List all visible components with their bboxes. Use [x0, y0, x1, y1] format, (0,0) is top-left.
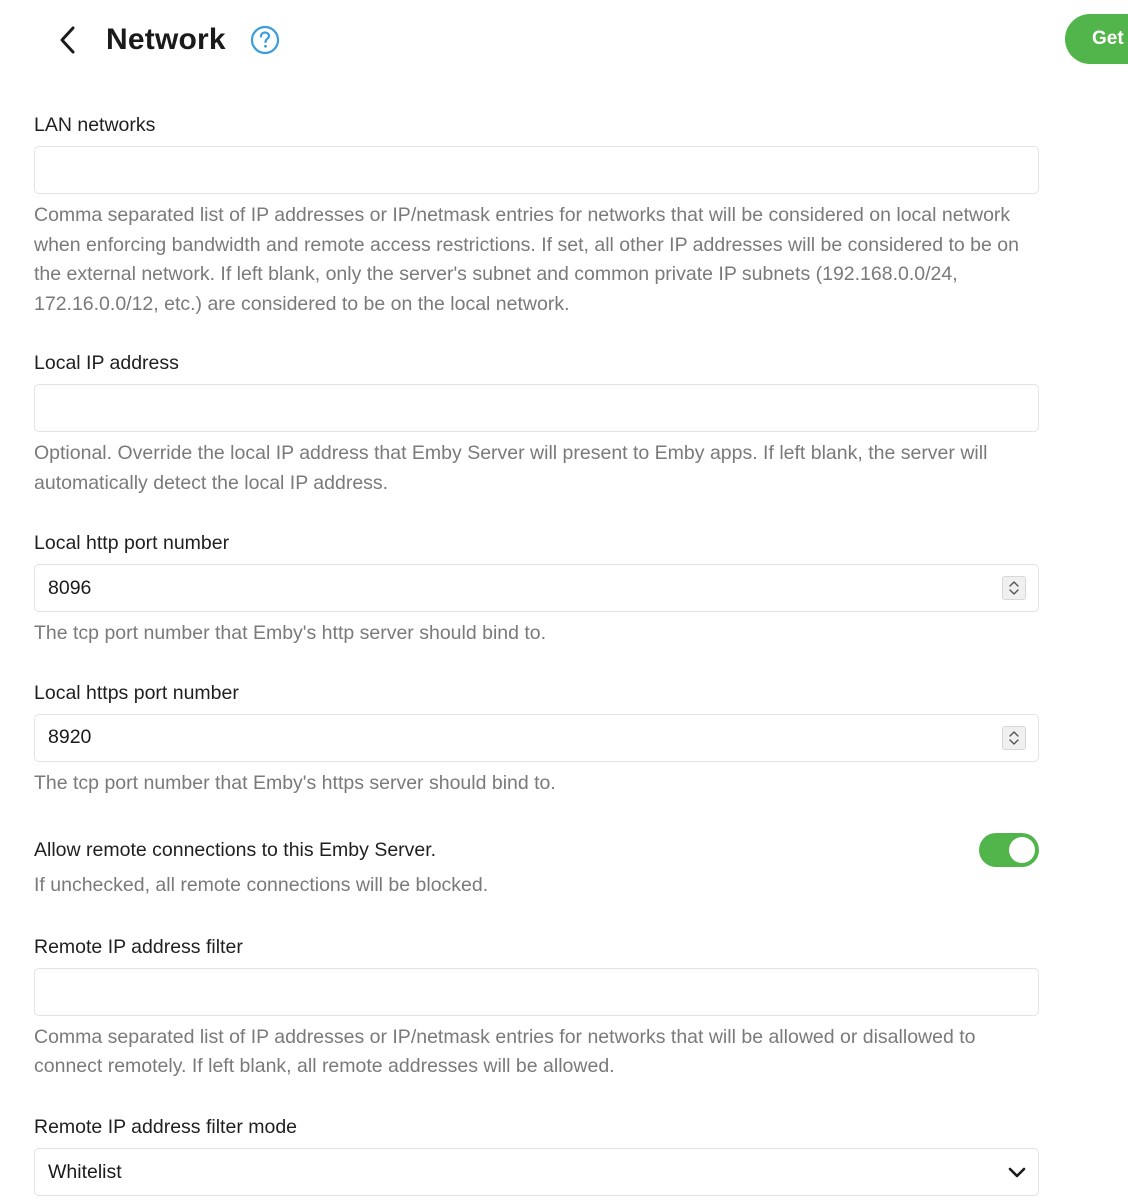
remote-connections-label: Allow remote connections to this Emby Server.: [34, 839, 437, 861]
remote-connections-toggle[interactable]: [979, 833, 1039, 867]
http-port-label: Local http port number: [34, 532, 230, 554]
remote-connections-field: [34, 833, 1039, 901]
stepper-arrows-icon: [1003, 577, 1025, 599]
https-port-description: The tcp port number that Emby's https server should bind to.: [34, 771, 556, 794]
chevron-down-icon: [1005, 1160, 1029, 1184]
local-ip-field: [34, 350, 1039, 498]
remote-ip-filter-mode-select[interactable]: [34, 1148, 1039, 1196]
lan-networks-description: Comma separated list of IP addresses or IP/netmask entries for networks that will be considered on local network when enforcing bandwidth and remote access restrictions. If set, all other IP addresses will be considered to be on the external network. If left blank, only the server's subnet and common private IP subnets (192.168.0.0/24, 172.16.0.0/12, etc.) are considered to be on the local network.: [34, 204, 1019, 315]
stepper-arrows-icon: [1003, 727, 1025, 749]
remote-ip-filter-field: [34, 934, 1039, 1082]
help-circle-icon: [250, 25, 280, 55]
lan-networks-input[interactable]: [34, 146, 1039, 194]
http-port-input[interactable]: [34, 564, 1039, 612]
remote-ip-filter-description: Comma separated list of IP addresses or IP/netmask entries for networks that will be allowed or disallowed to connect remotely. If left blank, all remote addresses will be allowed.: [34, 1025, 976, 1077]
https-port-input[interactable]: [34, 714, 1039, 762]
remote-ip-filter-label: Remote IP address filter: [34, 935, 243, 958]
remote-ip-filter-mode-field: [34, 1114, 1039, 1196]
network-form: [34, 112, 1039, 1196]
remote-connections-row: [34, 833, 1039, 867]
local-ip-label: Local IP address: [34, 352, 179, 374]
http-port-field: [34, 530, 1039, 649]
http-port-description: The tcp port number that Emby's http server should bind to.: [34, 622, 547, 644]
help-button[interactable]: [250, 25, 280, 55]
page-header: [0, 0, 1128, 80]
lan-networks-label: LAN networks: [34, 114, 156, 136]
https-port-input-wrapper: [34, 714, 1039, 762]
page-title: Network: [106, 23, 226, 56]
remote-ip-filter-mode-value[interactable]: Whitelist: [34, 1148, 1039, 1196]
https-port-label: Local https port number: [34, 681, 239, 704]
https-port-stepper[interactable]: [1002, 726, 1026, 750]
remote-ip-filter-input[interactable]: [34, 968, 1039, 1016]
remote-connections-description: If unchecked, all remote connections will be blocked.: [34, 874, 489, 896]
http-port-input-wrapper: [34, 564, 1039, 612]
get-premiere-button[interactable]: Get: [1065, 14, 1128, 64]
remote-ip-filter-mode-label: Remote IP address filter mode: [34, 1115, 298, 1138]
back-button[interactable]: [50, 20, 86, 60]
chevron-left-icon: [57, 25, 79, 55]
lan-networks-field: [34, 112, 1039, 319]
http-port-stepper[interactable]: [1002, 576, 1026, 600]
toggle-knob: [1009, 837, 1035, 863]
https-port-field: [34, 680, 1039, 799]
local-ip-input[interactable]: [34, 384, 1039, 432]
local-ip-description: Optional. Override the local IP address that Emby Server will present to Emby apps. If left blank, the server will automatically detect the local IP address.: [34, 442, 988, 494]
